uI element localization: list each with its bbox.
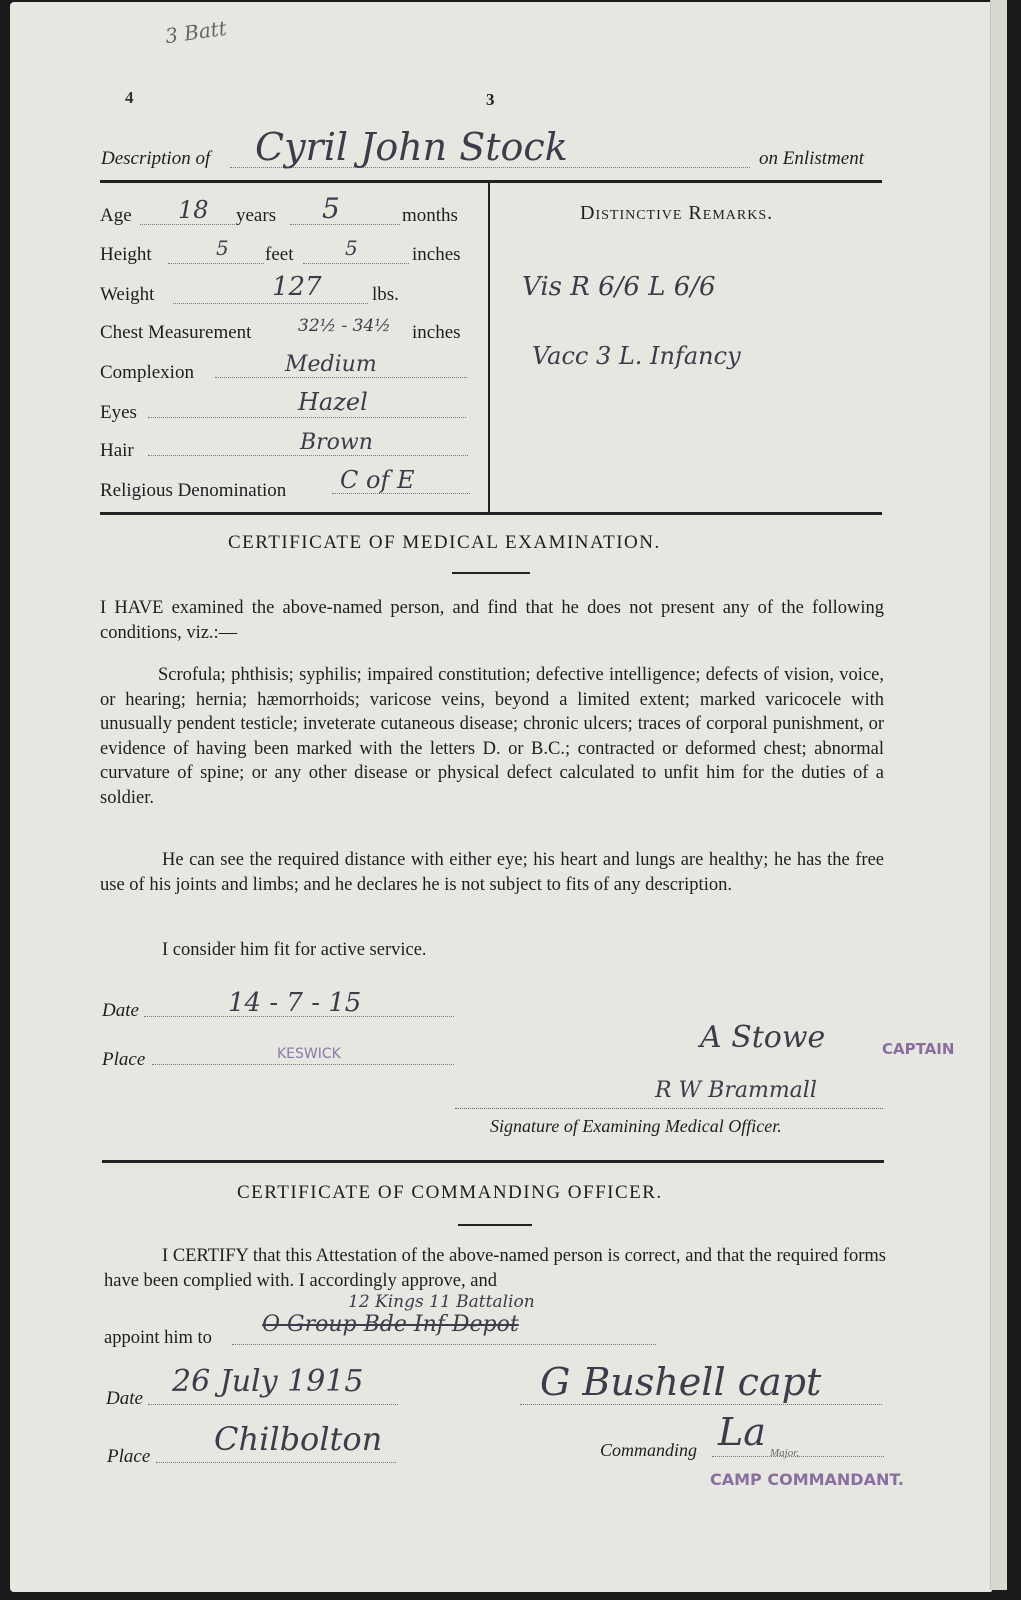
commanding-place-line <box>156 1462 396 1463</box>
chest-label: Chest Measurement <box>100 322 252 343</box>
medical-date-value: 14 - 7 - 15 <box>228 988 362 1018</box>
inches-label: inches <box>412 244 461 265</box>
height-inches-line <box>303 263 409 264</box>
eyes-line <box>148 417 466 418</box>
commanding-place-label: Place <box>107 1446 151 1467</box>
remarks-line-1: Vis R 6/6 L 6/6 <box>522 272 716 302</box>
age-label: Age <box>100 205 132 226</box>
complexion-value: Medium <box>285 352 377 377</box>
signature-line <box>455 1108 883 1109</box>
captain-stamp: CAPTAIN <box>882 1040 955 1058</box>
appoint-amendment: 12 Kings 11 Battalion <box>348 1292 535 1312</box>
age-years-line <box>140 224 235 225</box>
medical-officer-signature-1: A Stowe <box>700 1020 826 1055</box>
lbs-label: lbs. <box>372 284 399 305</box>
years-label: years <box>236 205 277 226</box>
commanding-date-value: 26 July 1915 <box>172 1364 364 1399</box>
hair-value: Brown <box>300 430 373 455</box>
weight-line <box>173 303 368 304</box>
appoint-value: O Group Bde Inf Depot <box>262 1312 519 1337</box>
height-inches-value: 5 <box>345 236 358 260</box>
left-number: 4 <box>125 88 134 107</box>
appoint-line <box>232 1344 656 1345</box>
recruit-name: Cyril John Stock <box>255 125 568 169</box>
commanding-place-value: Chilbolton <box>214 1420 383 1458</box>
medical-para-1: I HAVE examined the above-named person, and find that he does not present any of the following conditions, viz.:— <box>100 598 884 643</box>
height-feet-value: 5 <box>216 236 229 260</box>
description-bottom-rule <box>100 512 882 515</box>
medical-heading-underline <box>452 572 530 574</box>
description-suffix: on Enlistment <box>759 148 865 169</box>
chest-unit: inches <box>412 322 461 343</box>
commanding-label: Commanding <box>600 1440 698 1460</box>
major-label: Major, <box>770 1447 800 1459</box>
height-feet-line <box>168 263 264 264</box>
description-prefix: Description of <box>101 148 211 169</box>
fit-statement: I consider him fit for active service. <box>162 940 427 960</box>
description-top-rule <box>100 180 882 183</box>
complexion-line <box>215 377 467 378</box>
eyes-value: Hazel <box>298 388 368 416</box>
age-months-line <box>290 224 400 225</box>
commanding-date-label: Date <box>106 1388 143 1409</box>
hair-label: Hair <box>100 440 134 461</box>
height-label: Height <box>100 244 152 265</box>
medical-officer-signature-2: R W Brammall <box>655 1078 817 1103</box>
section-divider <box>102 1160 884 1163</box>
commanding-date-line <box>148 1404 398 1405</box>
commanding-initials: La <box>718 1410 766 1454</box>
medical-heading: CERTIFICATE OF MEDICAL EXAMINATION. <box>228 532 661 553</box>
commanding-heading-underline <box>458 1224 532 1226</box>
weight-label: Weight <box>100 284 155 305</box>
description-divider <box>488 182 490 512</box>
commanding-heading: CERTIFICATE OF COMMANDING OFFICER. <box>237 1182 663 1203</box>
commanding-para: I CERTIFY that this Attestation of the above-named person is correct, and that the required forms have been complied with. I accordingly approve, and <box>104 1246 886 1291</box>
remarks-heading: Distinctive Remarks. <box>580 202 774 224</box>
keswick-stamp: KESWICK <box>277 1046 341 1062</box>
complexion-label: Complexion <box>100 362 194 383</box>
remarks-line-2: Vacc 3 L. Infancy <box>532 342 741 370</box>
commanding-signature-line <box>520 1404 882 1405</box>
medical-conditions-list: Scrofula; phthisis; syphilis; impaired constitution; defective intelligence; defects of vision, voice, or hearing; hernia; hæmorrhoids; varicose veins, beyond a limited extent; marked varicocele with unusually pendent testicle; inveterate cutaneous disease; chronic ulcers; traces of corporal punishment, or evidence of having been marked with the letters D. or B.C.; contracted or deformed chest; abnormal curvature of spine; or any other disease or physical defect calculated to unfit him for the duties of a soldier. <box>100 665 884 808</box>
eyes-label: Eyes <box>100 402 137 423</box>
months-label: months <box>402 205 458 226</box>
appoint-label: appoint him to <box>104 1328 212 1348</box>
age-months-value: 5 <box>322 192 340 225</box>
page-edge <box>990 0 1007 1590</box>
signature-caption: Signature of Examining Medical Officer. <box>490 1116 782 1136</box>
religion-label: Religious Denomination <box>100 480 287 501</box>
age-years-value: 18 <box>178 196 209 224</box>
medical-date-label: Date <box>102 1000 139 1021</box>
medical-para-3: He can see the required distance with either eye; his heart and lungs are healthy; he has the free use of his joints and limbs; and he declares he is not subject to fits of any description. <box>100 850 884 895</box>
medical-place-label: Place <box>102 1049 146 1070</box>
religion-value: C of E <box>340 466 415 494</box>
medical-place-line <box>152 1064 454 1065</box>
weight-value: 127 <box>272 272 322 302</box>
chest-value: 32½ - 34½ <box>298 316 391 336</box>
corner-note: 3 Batt <box>163 15 229 49</box>
commanding-officer-signature: G Bushell capt <box>540 1360 822 1404</box>
page-number: 3 <box>486 90 495 109</box>
feet-label: feet <box>265 244 294 265</box>
camp-commandant-stamp: CAMP COMMANDANT. <box>710 1470 904 1489</box>
hair-line <box>148 455 468 456</box>
